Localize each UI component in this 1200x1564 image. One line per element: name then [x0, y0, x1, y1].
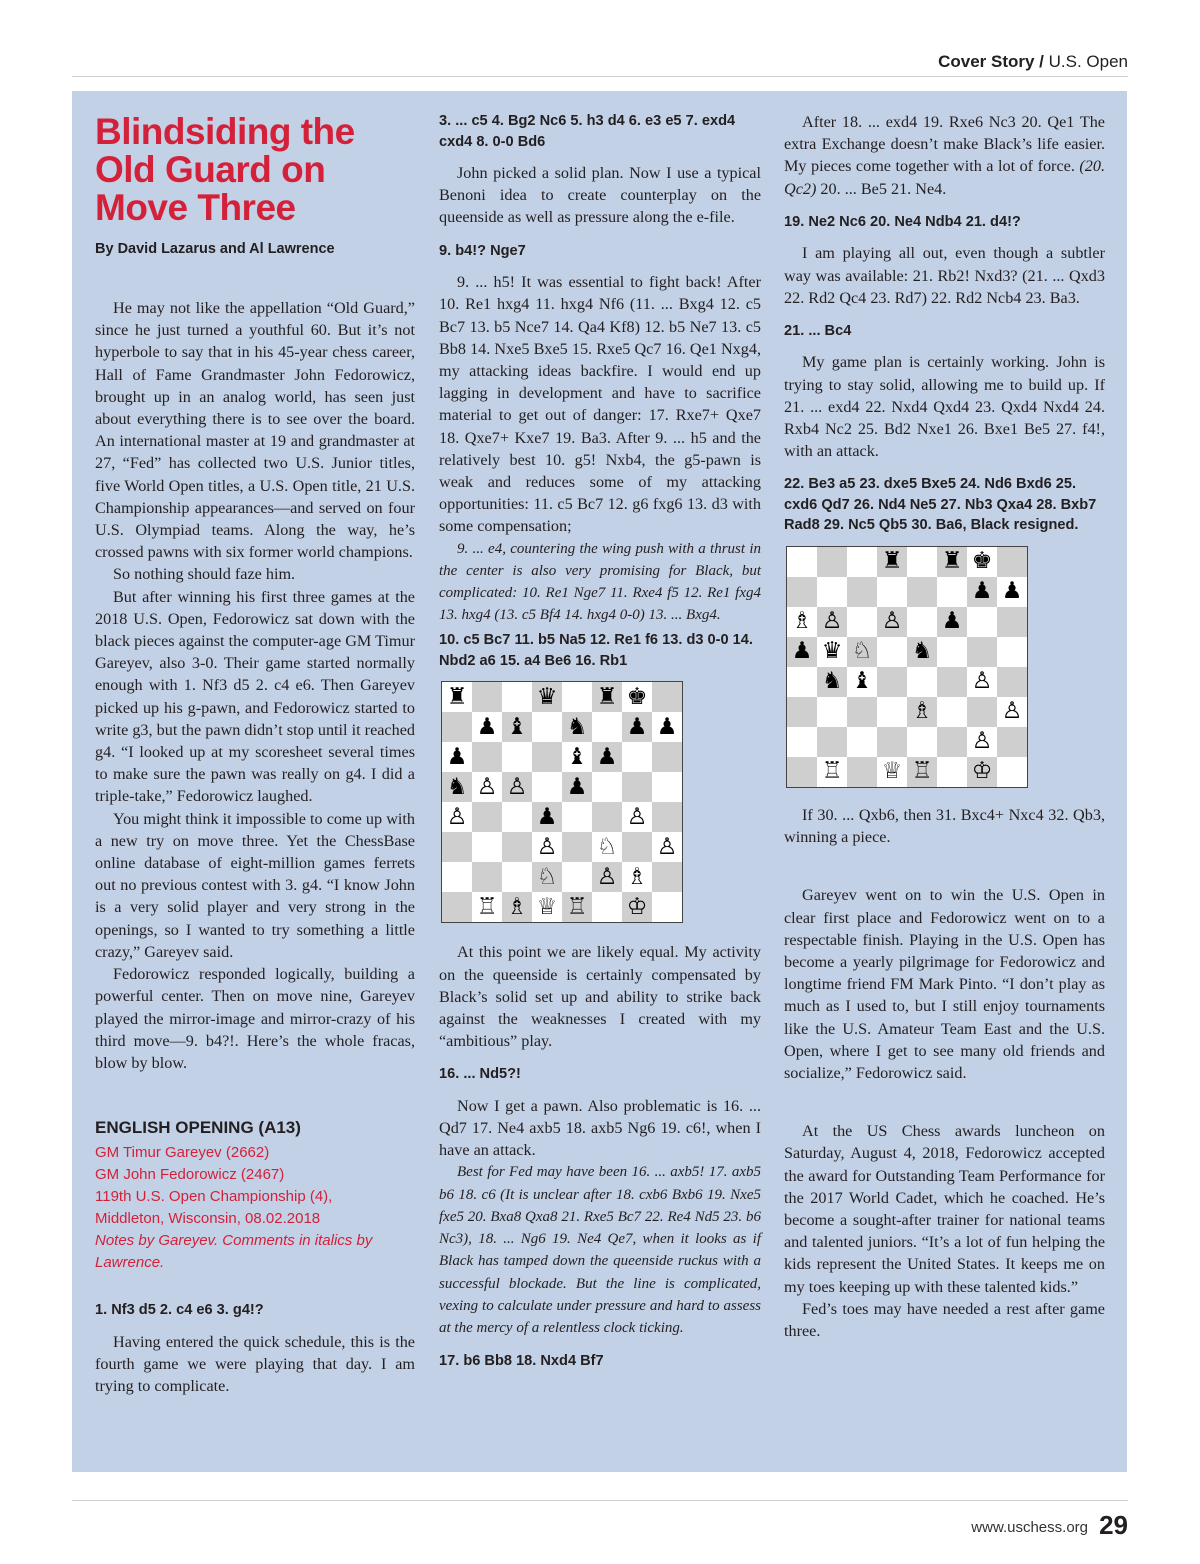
byline: By David Lazarus and Al Lawrence [95, 241, 335, 257]
board-square [442, 832, 472, 862]
white-pawn-icon: ♙ [626, 803, 648, 830]
board-square [967, 577, 997, 607]
board-square [937, 547, 967, 577]
board-square [652, 892, 682, 922]
board-square [787, 577, 817, 607]
white-king-icon: ♔ [971, 758, 993, 785]
column-3 [784, 91, 1105, 1342]
white-pawn-icon: ♙ [476, 773, 498, 800]
white-king-icon: ♔ [626, 893, 648, 920]
black-knight-icon: ♞ [446, 773, 468, 800]
move-line: 17. b6 Bb8 18. Nxd4 Bf7 [439, 1353, 604, 1370]
text-span: 20. ... Be5 21. Ne4. [820, 179, 947, 198]
black-rook-icon: ♜ [881, 548, 903, 575]
board-square [592, 712, 622, 742]
white-pawn-icon: ♙ [971, 668, 993, 695]
board-square [652, 742, 682, 772]
board-square [997, 727, 1027, 757]
board-square [532, 682, 562, 712]
paragraph: So nothing should faze him. [113, 565, 296, 584]
board-square [907, 667, 937, 697]
board-square [652, 802, 682, 832]
black-pawn-icon: ♟ [446, 743, 468, 770]
white-knight-icon: ♘ [851, 638, 873, 665]
black-rook-icon: ♜ [446, 683, 468, 710]
board-square [622, 742, 652, 772]
board-square [787, 697, 817, 727]
board-square [562, 682, 592, 712]
board-square [817, 667, 847, 697]
board-square [442, 742, 472, 772]
board-square [502, 802, 532, 832]
italic-comment: Best for Fed may have been 16. ... axb5! 17. axb5 b6 18. c6 (It is unclear after 18. cxb6 Bxb6 19. Nxe5 fxe5 20. Bxa8 Qxa8 21. Rxe5 Bc7 22. Re4 Nd5 23. b6 Nc3), 18. ... Ng6 19. Ne4 Qe7, when it looks as if Black has tamped down the queenside ruckus with a successful blockade. But the line is complicated, vexing to calculate under pressure and hard to assess at the mercy of a relentless clock ticking. [439, 1164, 761, 1336]
board-square [502, 682, 532, 712]
board-square [787, 727, 817, 757]
black-queen-icon: ♛ [821, 638, 843, 665]
board-square [442, 862, 472, 892]
board-square [472, 682, 502, 712]
black-pawn-icon: ♟ [971, 578, 993, 605]
paragraph: I am playing all out, even though a subtler way was available: 21. Rb2! Nxd3? (21. ... Qxd3 22. Rd2 Qc4 23. Rd7) 22. Rd2 Ncb4 23. Ba3. [784, 244, 1105, 307]
white-bishop-icon: ♗ [506, 893, 528, 920]
white-bishop-icon: ♗ [911, 698, 933, 725]
board-square [967, 667, 997, 697]
board-square [907, 577, 937, 607]
board-square [997, 667, 1027, 697]
white-bishop-icon: ♗ [791, 608, 813, 635]
board-square [472, 832, 502, 862]
board-square [877, 757, 907, 787]
board-square [877, 667, 907, 697]
board-square [997, 577, 1027, 607]
black-pawn-icon: ♟ [941, 608, 963, 635]
board-square [967, 757, 997, 787]
board-square [847, 637, 877, 667]
white-rook-icon: ♖ [821, 758, 843, 785]
game-info-white: GM Timur Gareyev (2662) [95, 1144, 270, 1162]
board-square [562, 862, 592, 892]
white-rook-icon: ♖ [476, 893, 498, 920]
board-square [937, 667, 967, 697]
board-square [562, 742, 592, 772]
paragraph: Fed’s toes may have needed a rest after game three. [784, 1299, 1105, 1340]
board-square [652, 772, 682, 802]
board-square [937, 697, 967, 727]
board-square [532, 712, 562, 742]
paragraph: John picked a solid plan. Now I use a typical Benoni idea to create counterplay on the queenside as well as pressure along the e-file. [439, 164, 761, 227]
board-square [907, 757, 937, 787]
black-pawn-icon: ♟ [656, 713, 678, 740]
article-title: Blindsiding the Old Guard on Move Three [95, 111, 355, 228]
paragraph: But after winning his first three games at the 2018 U.S. Open, Fedorowicz sat down with the black pieces against the computer-age GM Timur Gareyev, also 3-0. Their game started normally enough with 1. Nf3 d5 2. c4 e6. Then Gareyev picked up his g-pawn, and Fedorowicz started to write g3, but the pawn didn’t stop until it reached g4. “I looked up at my scoresheet several times to make sure the pawn was really on g4. I did a triple-take,” Fedorowicz laughed. [95, 587, 415, 806]
paragraph: Having entered the quick schedule, this is the fourth game we were playing that day. I am trying to complicate. [95, 1332, 415, 1396]
chess-board-2 [786, 546, 1028, 788]
board-square [652, 862, 682, 892]
black-knight-icon: ♞ [821, 668, 843, 695]
board-square [532, 772, 562, 802]
white-pawn-icon: ♙ [821, 608, 843, 635]
white-pawn-icon: ♙ [1001, 698, 1023, 725]
board-square [787, 757, 817, 787]
board-square [472, 772, 502, 802]
board-square [907, 727, 937, 757]
board-square [442, 772, 472, 802]
board-square [877, 727, 907, 757]
text-span: After 18. ... exd4 19. Rxe6 Nc3 20. Qe1 The extra Exchange doesn’t make Black’s life easier. My pieces come together with a lot of force. [784, 113, 1105, 176]
board-square [847, 547, 877, 577]
board-square [997, 757, 1027, 787]
move-line: 1. Nf3 d5 2. c4 e6 3. g4!? [95, 1302, 264, 1319]
board-square [907, 547, 937, 577]
board-square [937, 577, 967, 607]
board-square [562, 712, 592, 742]
board-square [967, 727, 997, 757]
running-header [938, 52, 1128, 72]
board-square [937, 757, 967, 787]
board-square [967, 637, 997, 667]
white-knight-icon: ♘ [536, 863, 558, 890]
board-square [847, 607, 877, 637]
board-square [502, 862, 532, 892]
board-square [592, 832, 622, 862]
header-separator: / [1034, 52, 1049, 71]
board-square [847, 577, 877, 607]
paragraph: You might think it impossible to come up with a new try on move three. Yet the ChessBase online database of eight-million games ferrets out no previous contest with 3. g4. “I know John is a very solid player and very strong in the openings, so I wanted to try something a little crazy,” Gareyev said. [95, 809, 415, 961]
paragraph: Gareyev went on to win the U.S. Open in clear first place and Fedorowicz went on to a respectable finish. Playing in the U.S. Open has become a yearly pilgrimage for Fedorowicz and longtime friend FM Mark Pinto. “I don’t play as much as I used to, but I still enjoy tournaments like the U.S. Amateur Team East and the U.S. Open, where I get to see many old friends and socialize,” Fedorowicz said. [784, 886, 1105, 1082]
board-square [502, 832, 532, 862]
move-line: 10. c5 Bc7 11. b5 Na5 12. Re1 f6 13. d3 0-0 14. Nbd2 a6 15. a4 Be6 16. Rb1 [439, 632, 753, 669]
black-queen-icon: ♛ [536, 683, 558, 710]
board-square [592, 802, 622, 832]
white-pawn-icon: ♙ [536, 833, 558, 860]
header-section: Cover Story [938, 52, 1035, 71]
board-square [472, 862, 502, 892]
board-square [937, 607, 967, 637]
board-square [592, 742, 622, 772]
board-square [442, 802, 472, 832]
black-pawn-icon: ♟ [791, 638, 813, 665]
board-square [532, 802, 562, 832]
black-king-icon: ♚ [626, 683, 648, 710]
board-square [997, 547, 1027, 577]
board-square [622, 862, 652, 892]
black-pawn-icon: ♟ [566, 773, 588, 800]
move-line: 16. ... Nd5?! [439, 1066, 521, 1083]
board-square [847, 697, 877, 727]
board-square [622, 832, 652, 862]
paragraph: If 30. ... Qxb6, then 31. Bxc4+ Nxc4 32. Qb3, winning a piece. [784, 805, 1105, 847]
board-square [997, 637, 1027, 667]
paragraph: 9. ... h5! It was essential to fight back! After 10. Re1 hxg4 11. hxg4 Nf6 (11. ... Bxg4 12. c5 Bc7 13. b5 Nce7 14. Qa4 Kf8) 12. b5 Ne7 13. c5 Bb8 14. Nxe5 Bxe5 15. Rxe5 Qc7 16. Qe1 Nxg4, my attacking ideas backfire. I would end up lagging in development and have to sacrifice material to get out of danger: 17. Rxe7+ Qxe7 18. Qxe7+ Kxe7 19. Ba3. After 9. ... h5 and the relatively best 10. g5! Nxb4, the g5-pawn is weak and reduces some of my attacking opportunities: 11. c5 Bc7 12. g6 fxg6 13. d3 with some compensation; [439, 273, 761, 536]
board-square [442, 682, 472, 712]
black-pawn-icon: ♟ [536, 803, 558, 830]
white-pawn-icon: ♙ [506, 773, 528, 800]
board-square [562, 892, 592, 922]
board-square [817, 697, 847, 727]
opening-heading: ENGLISH OPENING (A13) [95, 1118, 301, 1138]
board-square [592, 772, 622, 802]
black-knight-icon: ♞ [911, 638, 933, 665]
board-square [562, 772, 592, 802]
black-rook-icon: ♜ [941, 548, 963, 575]
footer-url[interactable]: www.uschess.org [971, 1519, 1088, 1536]
paragraph: At this point we are likely equal. My activity on the queenside is certainly compensated by Black’s solid set up and ability to strike back against the weaknesses I created with my “ambitious” play. [439, 943, 761, 1051]
board-square [502, 712, 532, 742]
header-rule [72, 76, 1128, 77]
white-pawn-icon: ♙ [971, 728, 993, 755]
board-square [442, 892, 472, 922]
board-square [502, 742, 532, 772]
board-square [877, 697, 907, 727]
board-square [907, 697, 937, 727]
move-line: 22. Be3 a5 23. dxe5 Bxe5 24. Nd6 Bxd6 25. cxd6 Qd7 26. Nd4 Ne5 27. Nb3 Qxa4 28. Bxb7 Rad8 29. Nc5 Qb5 30. Ba6, Black resigned. [784, 476, 1097, 534]
board-square [592, 862, 622, 892]
board-square [817, 607, 847, 637]
board-square [907, 637, 937, 667]
board-square [652, 832, 682, 862]
board-square [592, 892, 622, 922]
board-square [907, 607, 937, 637]
white-bishop-icon: ♗ [626, 863, 648, 890]
paragraph: Now I get a pawn. Also problematic is 16. ... Qd7 17. Ne4 axb5 18. axb5 Ng6 19. c6!, when I have an attack. [439, 1096, 761, 1160]
paragraph: My game plan is certainly working. John is trying to stay solid, allowing me to build up. If 21. ... exd4 22. Nxd4 Qxd4 23. Qxd4 Nxd4 24. Rxb4 Nc2 25. Bd2 Nxe1 26. Bxe1 Be5 27. f4!, with an attack. [784, 353, 1105, 461]
board-square [622, 682, 652, 712]
board-square [877, 547, 907, 577]
board-square [787, 607, 817, 637]
paragraph: Fedorowicz responded logically, building a powerful center. Then on move nine, Gareyev played the mirror-image and mirror-crazy of his third move—9. b4?!. Here’s the whole fracas, blow by blow. [95, 965, 415, 1072]
board-square [997, 607, 1027, 637]
paragraph [784, 111, 1105, 200]
black-bishop-icon: ♝ [851, 668, 873, 695]
board-square [502, 772, 532, 802]
board-square [592, 682, 622, 712]
white-pawn-icon: ♙ [446, 803, 468, 830]
board-square [817, 637, 847, 667]
board-square [847, 757, 877, 787]
move-line: 21. ... Bc4 [784, 322, 852, 339]
board-square [967, 697, 997, 727]
board-square [622, 802, 652, 832]
white-rook-icon: ♖ [911, 758, 933, 785]
move-line: 9. b4!? Nge7 [439, 242, 526, 259]
italic-span: (20. Qc2) [784, 157, 1106, 198]
board-square [877, 607, 907, 637]
white-pawn-icon: ♙ [881, 608, 903, 635]
board-square [937, 637, 967, 667]
white-rook-icon: ♖ [566, 893, 588, 920]
board-square [472, 892, 502, 922]
board-square [817, 547, 847, 577]
black-pawn-icon: ♟ [626, 713, 648, 740]
chess-board-1 [441, 681, 683, 923]
page-number: 29 [1099, 1510, 1128, 1540]
column-1 [95, 91, 415, 1397]
white-pawn-icon: ♙ [596, 863, 618, 890]
board-square [817, 577, 847, 607]
board-square [877, 637, 907, 667]
board-square [847, 727, 877, 757]
white-queen-icon: ♕ [536, 893, 558, 920]
black-pawn-icon: ♟ [476, 713, 498, 740]
black-rook-icon: ♜ [596, 683, 618, 710]
paragraph: He may not like the appellation “Old Guard,” since he just turned a youthful 60. But it’s not hyperbole to say that in his 45-year chess career, Hall of Fame Grandmaster John Fedorowicz, brought up in an analog world, has seen just about everything there is to see over the board. An international master at 19 and grandmaster at 27, “Fed” has collected two U.S. Junior titles, five World Open titles, a U.S. Open title, 21 U.S. Championship appearances—and served on four U.S. Olympiad teams. Along the way, he’s crossed pawns with six former world champions. [95, 299, 415, 562]
white-pawn-icon: ♙ [656, 833, 678, 860]
board-square [997, 697, 1027, 727]
black-bishop-icon: ♝ [506, 713, 528, 740]
board-square [817, 757, 847, 787]
board-square [787, 547, 817, 577]
column-2 [439, 91, 761, 1382]
black-knight-icon: ♞ [566, 713, 588, 740]
board-square [787, 667, 817, 697]
footer-rule [72, 1500, 1128, 1501]
move-line: 19. Ne2 Nc6 20. Ne4 Ndb4 21. d4!? [784, 213, 1021, 230]
board-square [967, 607, 997, 637]
board-square [502, 892, 532, 922]
paragraph: At the US Chess awards luncheon on Saturday, August 4, 2018, Fedorowicz accepted the award for Outstanding Team Performance for the 2017 World Cadet, which he coached. He’s become a sought-after trainer for national teams and talented juniors. “It’s a lot of fun helping the kids represent the United States. It keeps me on my toes keeping up with these talented kids.” [784, 1122, 1105, 1296]
board-square [877, 577, 907, 607]
header-subsection: U.S. Open [1048, 52, 1128, 71]
italic-comment: 9. ... e4, countering the wing push with a thrust in the center is also very promising for Black, but complicated: 10. Re1 Nge7 11. Rxe4 f5 12. Re1 fxg4 13. hxg4 (13. c5 Bf4 14. hxg4 0-0) 13. ... Bxg4. [439, 540, 761, 624]
game-info-black: GM John Fedorowicz (2467) [95, 1166, 285, 1184]
board-square [532, 742, 562, 772]
black-pawn-icon: ♟ [596, 743, 618, 770]
board-square [562, 832, 592, 862]
board-square [622, 892, 652, 922]
board-square [937, 727, 967, 757]
board-square [472, 712, 502, 742]
board-square [472, 742, 502, 772]
move-line: 3. ... c5 4. Bg2 Nc6 5. h3 d4 6. e3 e5 7. exd4 cxd4 8. 0-0 Bd6 [439, 113, 736, 150]
game-info-event: 119th U.S. Open Championship (4), [95, 1188, 333, 1206]
board-square [472, 802, 502, 832]
board-square [532, 862, 562, 892]
board-square [847, 667, 877, 697]
board-square [967, 547, 997, 577]
board-square [817, 727, 847, 757]
board-square [622, 772, 652, 802]
white-queen-icon: ♕ [881, 758, 903, 785]
black-king-icon: ♚ [971, 548, 993, 575]
board-square [787, 637, 817, 667]
black-bishop-icon: ♝ [566, 743, 588, 770]
board-square [652, 712, 682, 742]
board-square [442, 712, 472, 742]
board-square [532, 892, 562, 922]
game-info-place: Middleton, Wisconsin, 08.02.2018 [95, 1210, 321, 1228]
black-pawn-icon: ♟ [1001, 578, 1023, 605]
board-square [532, 832, 562, 862]
board-square [562, 802, 592, 832]
game-notes: Notes by Gareyev. Comments in italics by Lawrence. [95, 1232, 373, 1272]
white-knight-icon: ♘ [596, 833, 618, 860]
board-square [652, 682, 682, 712]
article-panel [72, 91, 1127, 1472]
board-square [622, 712, 652, 742]
